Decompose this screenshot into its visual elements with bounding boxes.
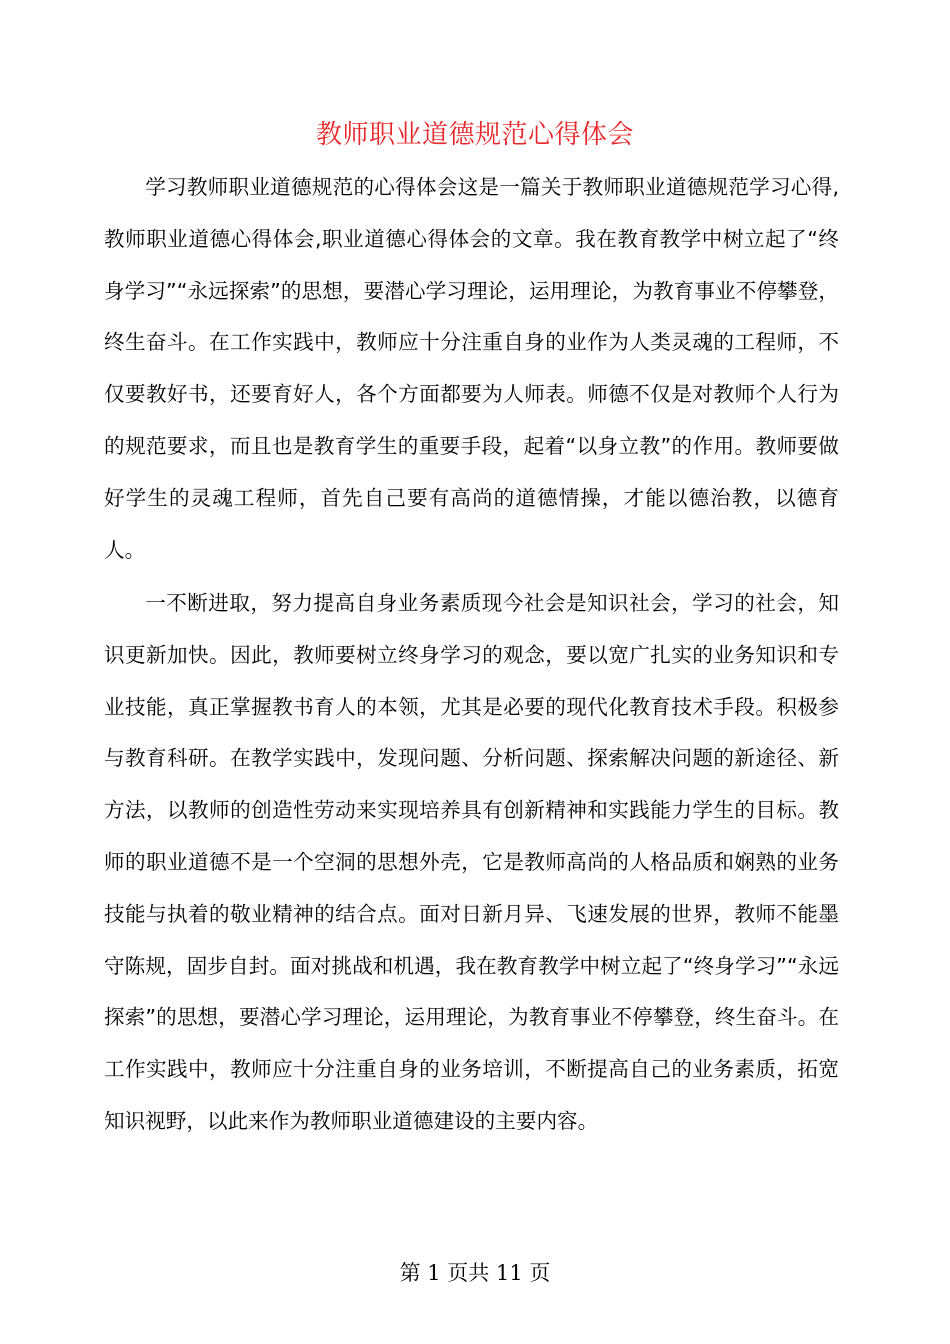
paragraph-text: 学习教师职业道德规范的心得体会这是一篇关于教师职业道德规范学习心得,教师职业道德心得体会,职业道德心得体会的文章。我在教育教学中树立起了“终身学习”“永远探索”的思想，要潜心学习理论，运用理论，为教育事业不停攀登，终生奋斗。在工作实践中，教师应十分注重自身的业作为人类灵魂的工程师，不仅要教好书，还要育好人，各个方面都要为人师表。师德不仅是对教师个人行为的规范要求，而且也是教育学生的重要手段，起着“以身立教”的作用。教师要做好学生的灵魂工程师，首先自己要有高尚的道德情操，才能以德治教，以德育人。: [104, 175, 839, 562]
page-number-footer: 第 1 页共 11 页: [399, 1261, 551, 1285]
body-paragraph-2: [104, 578, 839, 1148]
document-title: 教师职业道德规范心得体会: [315, 120, 634, 150]
paragraph-text: 一不断进取，努力提高自身业务素质现今社会是知识社会，学习的社会，知识更新加快。因此，教师要树立终身学习的观念，要以宽广扎实的业务知识和专业技能，真正掌握教书育人的本领，尤其是必要的现代化教育技术手段。积极参与教育科研。在教学实践中，发现问题、分析问题、探索解决问题的新途径、新方法，以教师的创造性劳动来实现培养具有创新精神和实践能力学生的目标。教师的职业道德不是一个空洞的思想外壳，它是教师高尚的人格品质和娴熟的业务技能与执着的敬业精神的结合点。面对日新月异、飞速发展的世界，教师不能墨守陈规，固步自封。面对挑战和机遇，我在教育教学中树立起了“终身学习”“永远探索”的思想，要潜心学习理论，运用理论，为教育事业不停攀登，终生奋斗。在工作实践中，教师应十分注重自身的业务培训，不断提高自己的业务素质，拓宽知识视野，以此来作为教师职业道德建设的主要内容。: [104, 591, 839, 1133]
body-paragraph-1: [104, 162, 839, 576]
